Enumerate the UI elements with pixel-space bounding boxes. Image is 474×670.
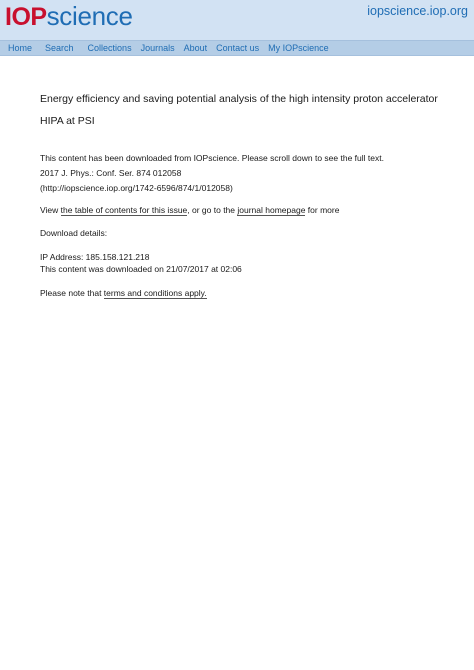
nav-list <box>8 42 342 55</box>
nav-bar <box>0 40 474 56</box>
nav-item-journals[interactable]: Journals <box>140 43 175 53</box>
view-links-line <box>40 203 339 219</box>
site-url-link[interactable]: iopscience.iop.org <box>367 4 468 18</box>
logo-iop-text: IOP <box>5 3 47 31</box>
nav-item-contact-us[interactable]: Contact us <box>216 43 260 53</box>
ip-address: IP Address: 185.158.121.218 <box>40 252 150 262</box>
nav-item-about[interactable]: About <box>183 43 208 53</box>
article-info <box>40 88 450 298</box>
terms-note <box>40 286 207 302</box>
logo-science-text: science <box>46 1 133 31</box>
citation: 2017 J. Phys.: Conf. Ser. 874 012058 <box>40 168 182 178</box>
download-details-label: Download details: <box>40 228 108 238</box>
article-title: Energy efficiency and saving potential analysis of the high intensity proton accelerator HIPA at PSI <box>40 93 438 127</box>
note-prefix: Please note that <box>40 288 104 298</box>
view-prefix: View <box>40 205 61 215</box>
table-of-contents-link[interactable]: the table of contents for this issue <box>60 205 188 215</box>
journal-homepage-link[interactable]: journal homepage <box>237 205 306 215</box>
view-suffix: for more <box>305 205 340 215</box>
view-middle: , or go to the <box>187 205 238 215</box>
iopscience-logo[interactable] <box>5 3 133 31</box>
nav-item-my-iopscience[interactable]: My IOPscience <box>268 43 329 53</box>
nav-item-search[interactable]: Search <box>45 43 74 53</box>
downloaded-on: This content was downloaded on 21/07/2017 at 02:06 <box>40 264 242 274</box>
doi-url: (http://iopscience.iop.org/1742-6596/874/1/012058) <box>40 183 233 193</box>
terms-and-conditions-link[interactable]: terms and conditions apply. <box>103 288 207 298</box>
site-header <box>0 0 474 40</box>
nav-item-collections[interactable]: Collections <box>87 43 132 53</box>
download-notice: This content has been downloaded from IOPscience. Please scroll down to see the full text. <box>40 153 384 163</box>
nav-item-home[interactable]: Home <box>8 43 33 53</box>
